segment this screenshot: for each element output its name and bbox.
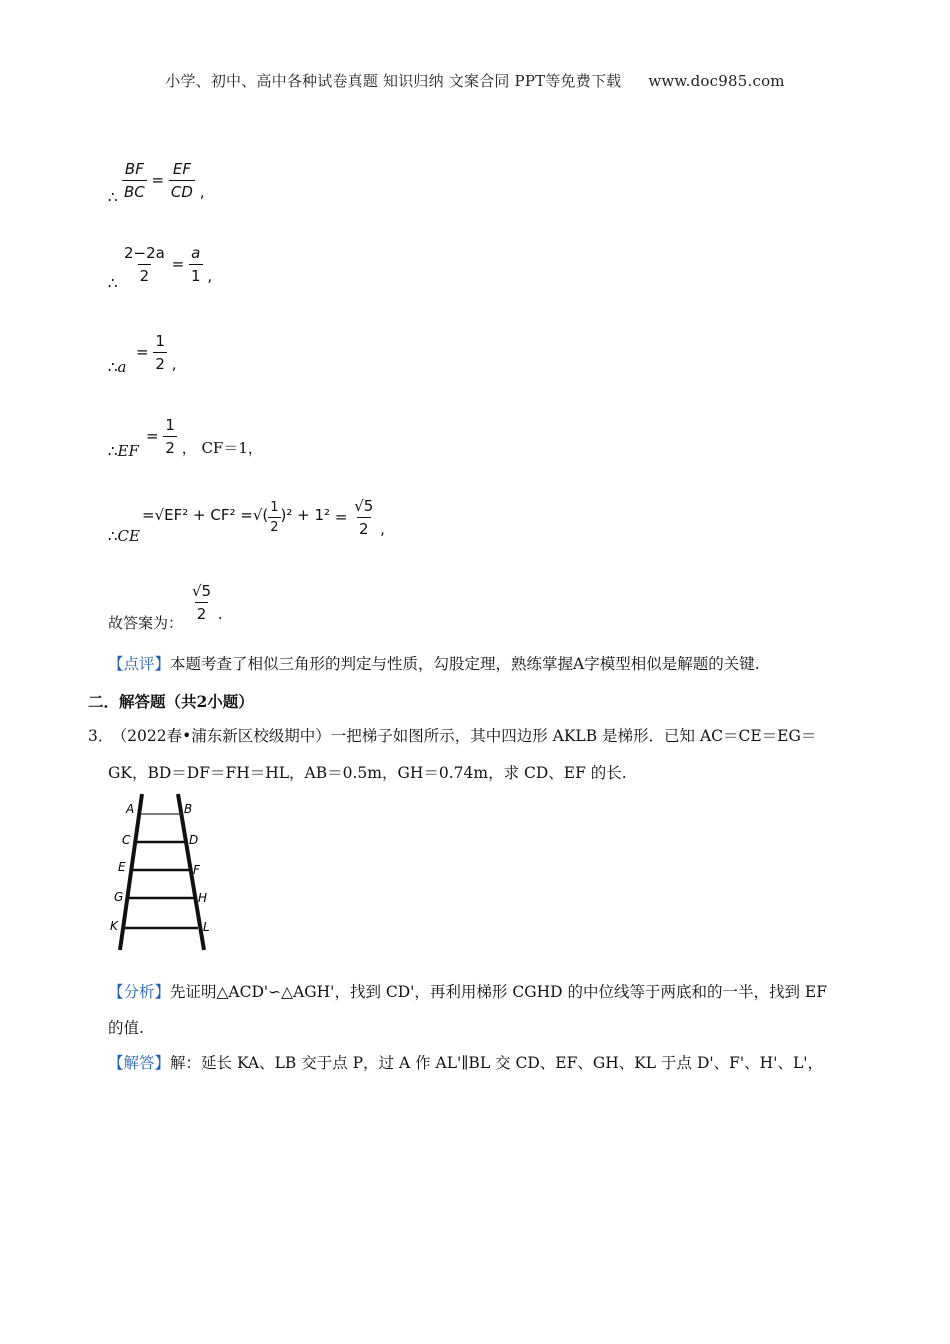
label-f: F: [193, 863, 200, 877]
step4-num: 1: [165, 416, 175, 434]
solution-line: [108, 1051, 823, 1073]
step4-den: 2: [163, 436, 177, 457]
page-header: [0, 70, 950, 91]
problem3-text1: （2022春•浦东新区校级期中）一把梯子如图所示，其中四边形 AKLB 是梯形．已知 AC＝CE＝EG＝: [119, 727, 817, 745]
step5-var: CE: [117, 527, 140, 545]
step3-tail: ,: [171, 355, 177, 373]
step4-var: EF: [117, 442, 139, 460]
step4-eq: =: [146, 427, 159, 445]
problem3-line1: [88, 724, 816, 746]
step5-expr2: =√(: [240, 506, 269, 524]
step2-rhs-num: a: [191, 244, 201, 262]
therefore-symbol: ∴: [108, 527, 118, 545]
label-e: E: [118, 860, 126, 874]
answer-tail: .: [217, 605, 223, 623]
label-h: H: [198, 891, 208, 905]
step4-tail: ， CF＝1，: [181, 439, 263, 457]
step2-eq: =: [171, 255, 185, 273]
label-c: C: [122, 833, 131, 847]
step5-half-den: 2: [268, 517, 280, 535]
therefore-symbol: ∴: [108, 188, 118, 206]
step5-tail: ,: [380, 520, 385, 538]
label-d: D: [189, 833, 199, 847]
step3-num: 1: [155, 332, 165, 350]
solution-text: 解：延长 KA、LB 交于点 P，过 A 作 AL'∥BL 交 CD、EF、GH、KL 于点 D'、F'、H'、L'，: [170, 1054, 823, 1072]
step3-den: 2: [153, 352, 167, 373]
step2-tail: ,: [207, 267, 213, 285]
step3-eq: =: [136, 343, 149, 361]
comment-text: 本题考查了相似三角形的判定与性质，勾股定理，熟练掌握A字模型相似是解题的关键.: [170, 655, 760, 673]
step2-lhs-num: 2−2a: [124, 244, 165, 262]
analysis-line1: [108, 980, 827, 1002]
step1-lhs-den: BC: [122, 180, 147, 201]
step5-half-num: 1: [270, 500, 279, 515]
therefore-symbol: ∴: [108, 442, 118, 460]
step1-rhs-num: EF: [172, 160, 191, 178]
step1-eq: =: [151, 171, 165, 189]
step1-tail: ,: [199, 183, 205, 201]
label-k: K: [110, 919, 118, 933]
step3-var: a: [117, 358, 127, 376]
step5-eq: =: [334, 508, 348, 526]
header-text: 小学、初中、高中各种试卷真题 知识归纳 文案合同 PPT等免费下载: [165, 72, 622, 90]
step5-res-den: 2: [357, 517, 371, 538]
label-l: L: [203, 920, 210, 934]
ladder-right-rail: [178, 794, 204, 950]
step2-lhs-den: 2: [138, 264, 152, 285]
label-g: G: [114, 890, 124, 904]
answer-den: 2: [195, 602, 209, 623]
step5-expr1: =√EF² + CF²: [142, 506, 236, 524]
step5-expr3: )² + 1²: [280, 506, 331, 524]
ladder-figure: [100, 790, 230, 960]
answer-label: 故答案为：: [108, 614, 184, 632]
label-b: B: [184, 802, 193, 816]
header-url[interactable]: www.doc985.com: [648, 72, 785, 90]
step5-res-num: √5: [354, 497, 374, 515]
analysis-line2: 的值.: [108, 1019, 144, 1037]
comment-tag: 【点评】: [108, 655, 171, 673]
label-a: A: [126, 802, 135, 816]
comment-line: [108, 652, 760, 674]
section-title: 二．解答题（共2小题）: [88, 692, 254, 711]
analysis-text1: 先证明△ACD'∽△AGH'，找到 CD'，再利用梯形 CGHD 的中位线等于两底和的一半，找到 EF: [170, 983, 827, 1001]
therefore-symbol: ∴: [108, 274, 118, 292]
step1-rhs-den: CD: [169, 180, 195, 201]
answer-num: √5: [192, 582, 212, 600]
solution-tag: 【解答】: [108, 1054, 171, 1072]
problem3-line2: GK，BD＝DF＝FH＝HL，AB＝0.5m，GH＝0.74m，求 CD、EF 的长.: [108, 764, 627, 782]
analysis-tag: 【分析】: [108, 983, 171, 1001]
step1-lhs-num: BF: [124, 160, 144, 178]
therefore-symbol: ∴: [108, 358, 118, 376]
problem3-number: 3．: [88, 727, 114, 745]
step2-rhs-den: 1: [189, 264, 203, 285]
